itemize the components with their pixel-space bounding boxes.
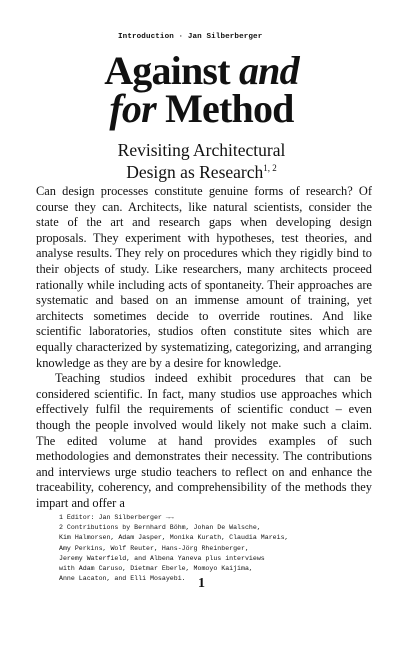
footnote-2-line-2: Kim Halmorsen, Adam Jasper, Monika Kurath, Claudia Mareis,: [59, 534, 289, 542]
title-line-1: [0, 48, 403, 93]
title-word-against: Against: [104, 48, 230, 93]
body-text: [36, 184, 372, 511]
subtitle-line-2: [0, 161, 403, 183]
title-word-method: Method: [165, 86, 294, 131]
paragraph-1: Can design processes constitute genuine forms of research? Of course they can. Architects, like natural scientists, consider the state of the art and research gaps when developing design proposals. They experiment with hypotheses, test theories, and analyse results. They rely on procedures which they rigidly bind to their objects of study. Like researchers, many architects proceed rationally while including acts of spontaneity. Their approaches are systematic and based on an immense amount of training, yet architects sometimes decide to override routines. And like scientific laboratories, studios often constitute sites which are equally characterized by systematizing, categorizing, and arranging knowledge as they are by a desire for knowledge.: [36, 184, 372, 370]
subtitle-line-2-text: Design as Research: [126, 162, 264, 182]
footnote-reference-marks: 1, 2: [263, 163, 277, 173]
page-number: 1: [198, 576, 205, 591]
footnote-2-line-6: Anne Lacaton, and Elli Mosayebi.: [59, 575, 186, 583]
footnote-2-line-1: 2 Contributions by Bernhard Böhm, Johan De Walsche,: [59, 524, 261, 532]
footnote-2-line-4: Jeremy Waterfield, and Albena Yaneva plus interviews: [59, 554, 265, 562]
title-word-and: and: [238, 48, 299, 93]
title-word-for: for: [109, 86, 156, 131]
footnotes: [59, 513, 359, 584]
running-head: Introduction · Jan Silberberger: [118, 33, 263, 41]
subtitle: [0, 139, 403, 183]
footnote-1: 1 Editor: Jan Silberberger →→: [59, 514, 174, 521]
page-title: [0, 48, 403, 131]
subtitle-line-1: Revisiting Architectural: [117, 140, 286, 160]
footnote-2-line-5: with Adam Caruso, Dietmar Eberle, Momoyo Kaijima,: [59, 565, 253, 573]
title-line-2: [0, 86, 403, 131]
paragraph-2: Teaching studios indeed exhibit procedures that can be considered scientific. In fact, many studios use approaches which effectively fulfil the requirements of scientific conduct – even though the people involved would likely not make such a claim. The edited volume at hand provides examples of such methodologies and demonstrates their necessity. The contributions and interviews urge studio teachers to reflect on and enhance the traceability, coherency, and comprehensibility of the methods they impart and offer a: [36, 371, 372, 510]
footnote-2-line-3: Amy Perkins, Wolf Reuter, Hans-Jörg Rheinberger,: [59, 544, 249, 552]
